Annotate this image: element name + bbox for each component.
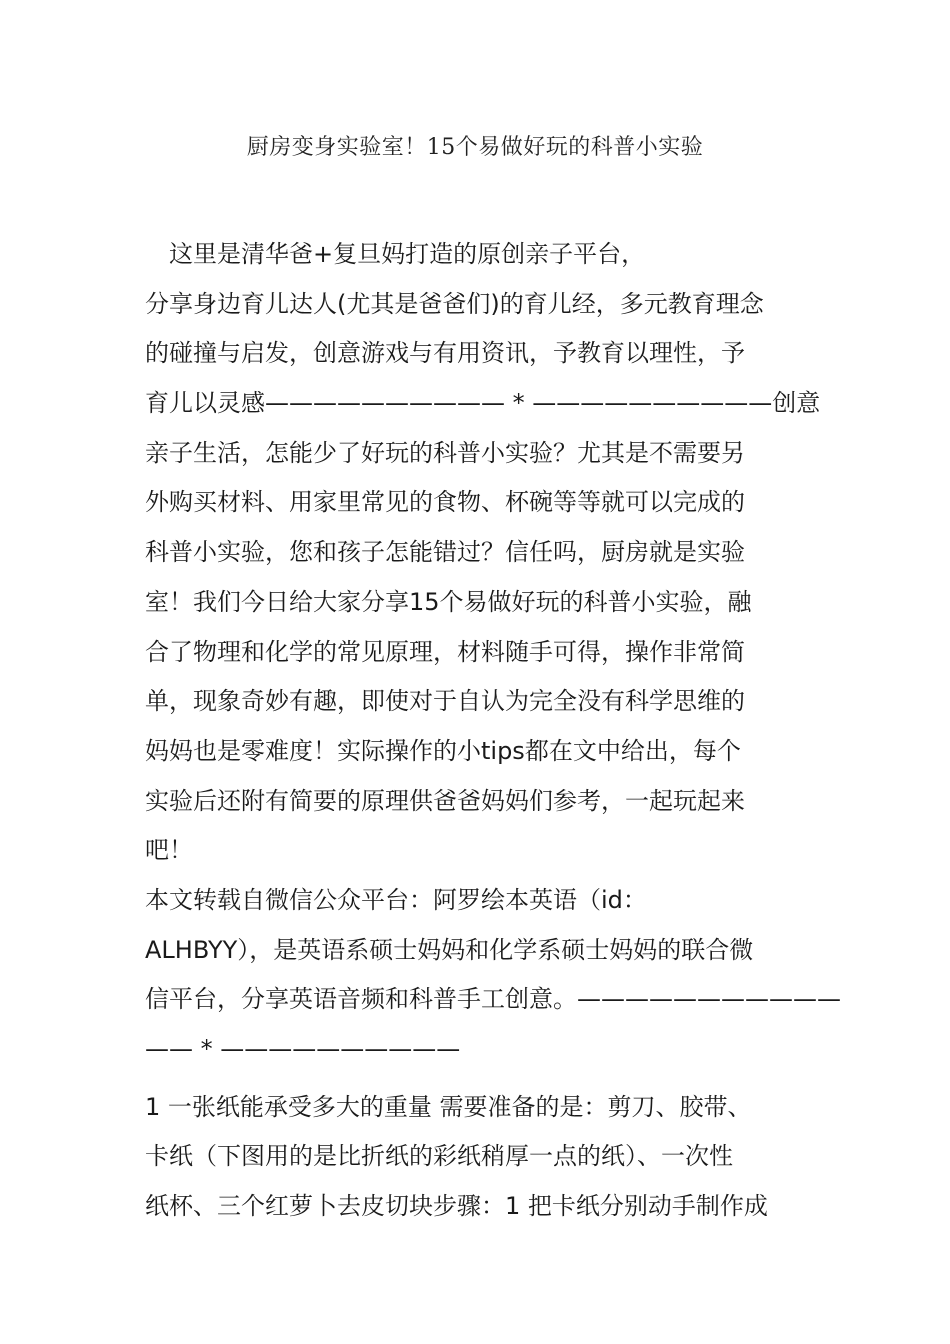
experiment-paragraph [145, 1083, 810, 1232]
text-line: 信平台，分享英语音频和科普手工创意。——————————— [145, 985, 841, 1014]
text-line: 的碰撞与启发，创意游戏与有用资讯，予教育以理性，予 [145, 339, 745, 368]
paragraph-gap [145, 1075, 810, 1083]
text-line: 妈妈也是零难度！实际操作的小tips都在文中给出，每个 [145, 736, 741, 765]
text-line: 室！我们今日给大家分享15个易做好玩的科普小实验，融 [145, 587, 752, 616]
text-line: 这里是清华爸+复旦妈打造的原创亲子平台， [145, 240, 646, 268]
text-line: 科普小实验，您和孩子怎能错过？信任吗，厨房就是实验 [145, 538, 745, 567]
text-line: 亲子生活，怎能少了好玩的科普小实验？尤其是不需要另 [145, 438, 745, 467]
text-line: ALHBYY），是英语系硕士妈妈和化学系硕士妈妈的联合微 [145, 935, 754, 964]
text-line: —— * —————————— [145, 1035, 461, 1063]
text-line: 外购买材料、用家里常见的食物、杯碗等等就可以完成的 [145, 488, 745, 517]
intro-paragraph [145, 230, 821, 876]
text-line: 卡纸（下图用的是比折纸的彩纸稍厚一点的纸）、一次性 [145, 1142, 733, 1171]
text-line: 本文转载自微信公众平台：阿罗绘本英语（id： [145, 885, 647, 914]
text-line: 单，现象奇妙有趣，即使对于自认为完全没有科学思维的 [145, 687, 745, 716]
document-title: 厨房变身实验室！15个易做好玩的科普小实验 [246, 135, 704, 160]
source-paragraph [145, 876, 841, 1075]
text-line: 吧！ [145, 836, 193, 865]
text-line: 1 一张纸能承受多大的重量 需要准备的是：剪刀、胶带、 [145, 1092, 752, 1121]
text-line: 分享身边育儿达人(尤其是爸爸们)的育儿经，多元教育理念 [145, 289, 764, 318]
text-line: 纸杯、三个红萝卜去皮切块步骤：1 把卡纸分别动手制作成 [145, 1192, 768, 1221]
text-line: 育儿以灵感—————————— * ——————————创意 [145, 389, 821, 418]
text-line: 合了物理和化学的常见原理，材料随手可得，操作非常简 [145, 637, 745, 666]
text-line: 实验后还附有简要的原理供爸爸妈妈们参考，一起玩起来 [145, 786, 745, 815]
document-body [145, 230, 841, 1232]
